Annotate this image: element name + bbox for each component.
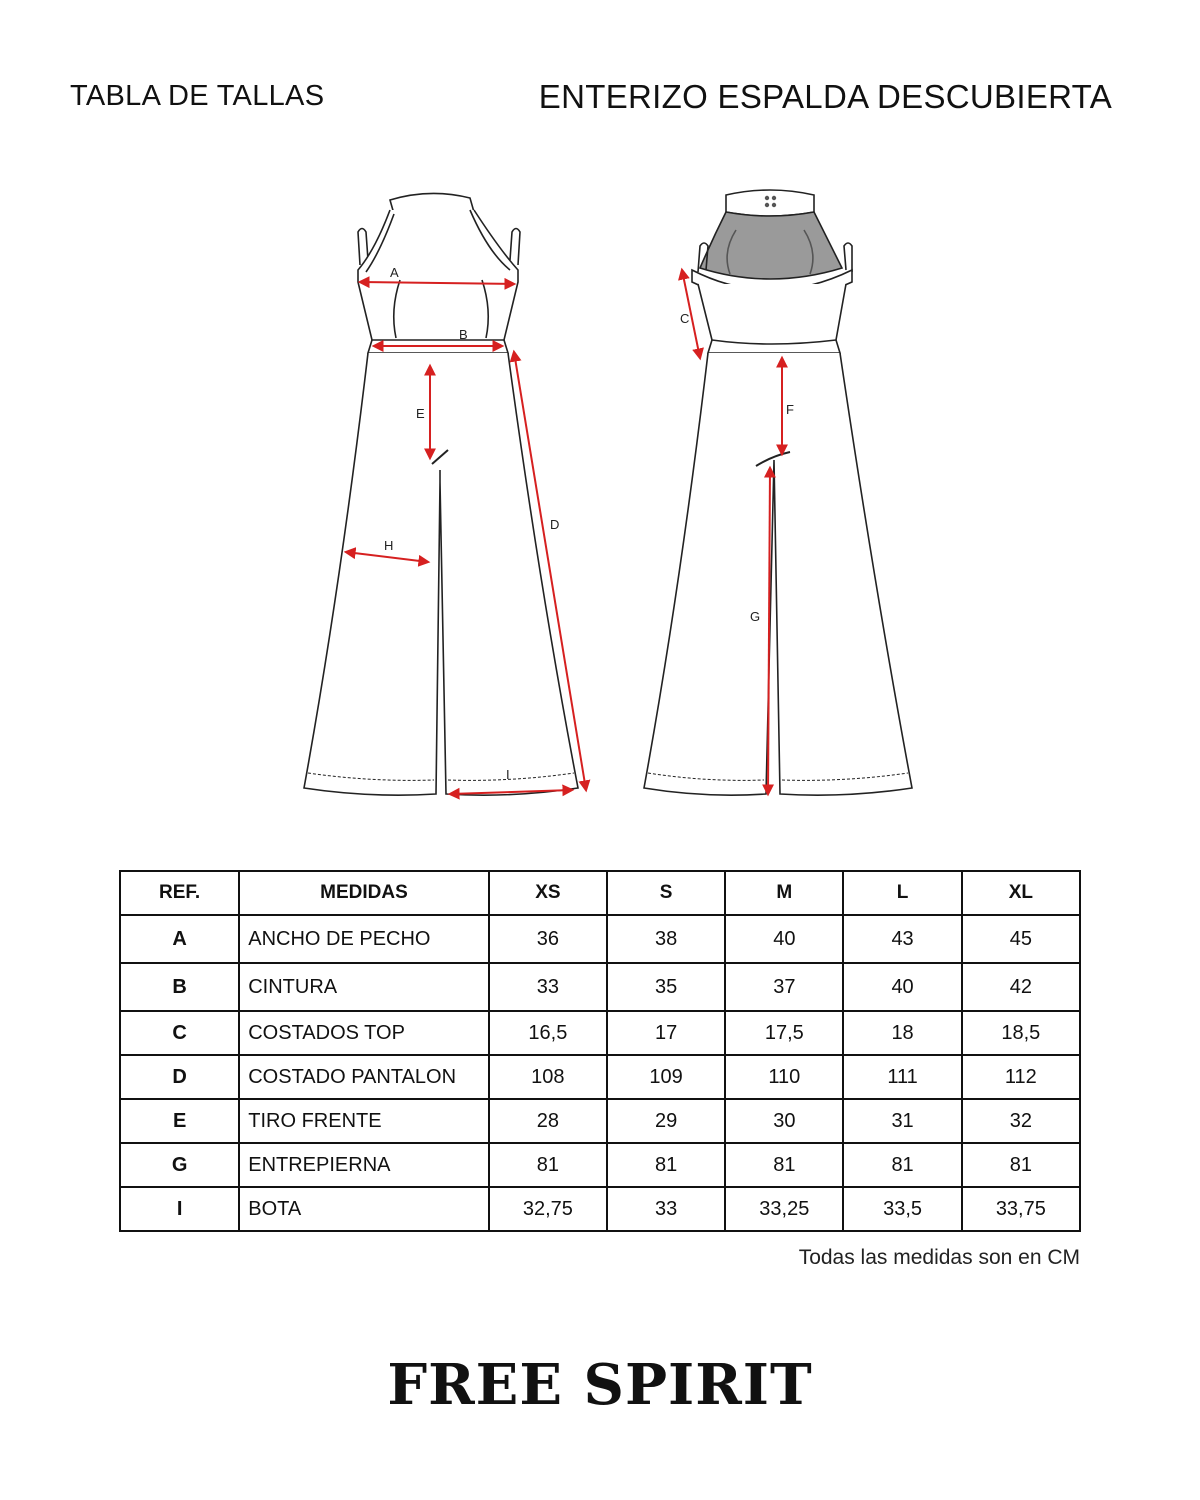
- cell-l: 31: [843, 1099, 961, 1143]
- header-ref: REF.: [120, 871, 239, 915]
- label-f: F: [786, 402, 794, 417]
- cell-xl: 18,5: [962, 1011, 1080, 1055]
- cell-m: 30: [725, 1099, 843, 1143]
- table-row: [120, 915, 1080, 963]
- label-g: G: [750, 609, 761, 624]
- cell-xl: 33,75: [962, 1187, 1080, 1231]
- cell-xl: 32: [962, 1099, 1080, 1143]
- row-ref: A: [120, 915, 239, 963]
- cell-xs: 36: [489, 915, 607, 963]
- header-size-s: S: [607, 871, 725, 915]
- row-ref: C: [120, 1011, 239, 1055]
- table-row: [120, 1011, 1080, 1055]
- cell-m: 33,25: [725, 1187, 843, 1231]
- brand-logo: FREE SPIRIT: [387, 1352, 813, 1418]
- cell-s: 81: [607, 1143, 725, 1187]
- table-row: [120, 1099, 1080, 1143]
- product-title: ENTERIZO ESPALDA DESCUBIERTA: [538, 78, 1112, 115]
- label-i: I: [506, 767, 510, 782]
- label-e: E: [416, 406, 425, 421]
- table-row: [120, 1055, 1080, 1099]
- table-row: [120, 1143, 1080, 1187]
- label-d: D: [550, 517, 560, 532]
- table-row: [120, 1187, 1080, 1231]
- header-size-xl: XL: [962, 871, 1080, 915]
- row-measure: ANCHO DE PECHO: [239, 915, 489, 963]
- cell-xs: 81: [489, 1143, 607, 1187]
- cell-l: 81: [843, 1143, 961, 1187]
- label-h: H: [384, 538, 394, 553]
- cell-s: 35: [607, 963, 725, 1011]
- cell-xl: 81: [962, 1143, 1080, 1187]
- label-a: A: [390, 265, 399, 280]
- row-ref: B: [120, 963, 239, 1011]
- table-header-row: [120, 871, 1080, 915]
- header-size-xs: XS: [489, 871, 607, 915]
- cell-xs: 33: [489, 963, 607, 1011]
- row-measure: COSTADOS TOP: [239, 1011, 489, 1055]
- size-chart-title: TABLA DE TALLAS: [70, 80, 325, 112]
- cell-m: 37: [725, 963, 843, 1011]
- garment-diagram: [0, 170, 1200, 820]
- cell-s: 29: [607, 1099, 725, 1143]
- header-size-m: M: [725, 871, 843, 915]
- header-measure: MEDIDAS: [239, 871, 489, 915]
- row-ref: D: [120, 1055, 239, 1099]
- cell-s: 109: [607, 1055, 725, 1099]
- row-ref: I: [120, 1187, 239, 1231]
- cell-xl: 112: [962, 1055, 1080, 1099]
- cell-l: 43: [843, 915, 961, 963]
- cell-m: 17,5: [725, 1011, 843, 1055]
- cell-xl: 45: [962, 915, 1080, 963]
- row-measure: BOTA: [239, 1187, 489, 1231]
- cell-xs: 108: [489, 1055, 607, 1099]
- cell-m: 40: [725, 915, 843, 963]
- table-row: [120, 963, 1080, 1011]
- label-c: C: [680, 311, 690, 326]
- cell-m: 110: [725, 1055, 843, 1099]
- row-measure: CINTURA: [239, 963, 489, 1011]
- cell-xl: 42: [962, 963, 1080, 1011]
- cell-xs: 28: [489, 1099, 607, 1143]
- cell-l: 18: [843, 1011, 961, 1055]
- row-measure: TIRO FRENTE: [239, 1099, 489, 1143]
- cell-xs: 16,5: [489, 1011, 607, 1055]
- row-ref: E: [120, 1099, 239, 1143]
- cell-xs: 32,75: [489, 1187, 607, 1231]
- label-b: B: [459, 327, 468, 342]
- units-note: Todas las medidas son en CM: [798, 1246, 1080, 1269]
- header-size-l: L: [843, 871, 961, 915]
- cell-m: 81: [725, 1143, 843, 1187]
- row-measure: ENTREPIERNA: [239, 1143, 489, 1187]
- cell-s: 38: [607, 915, 725, 963]
- cell-l: 40: [843, 963, 961, 1011]
- cell-l: 33,5: [843, 1187, 961, 1231]
- row-ref: G: [120, 1143, 239, 1187]
- cell-l: 111: [843, 1055, 961, 1099]
- cell-s: 33: [607, 1187, 725, 1231]
- cell-s: 17: [607, 1011, 725, 1055]
- row-measure: COSTADO PANTALON: [239, 1055, 489, 1099]
- size-table: [119, 870, 1081, 1232]
